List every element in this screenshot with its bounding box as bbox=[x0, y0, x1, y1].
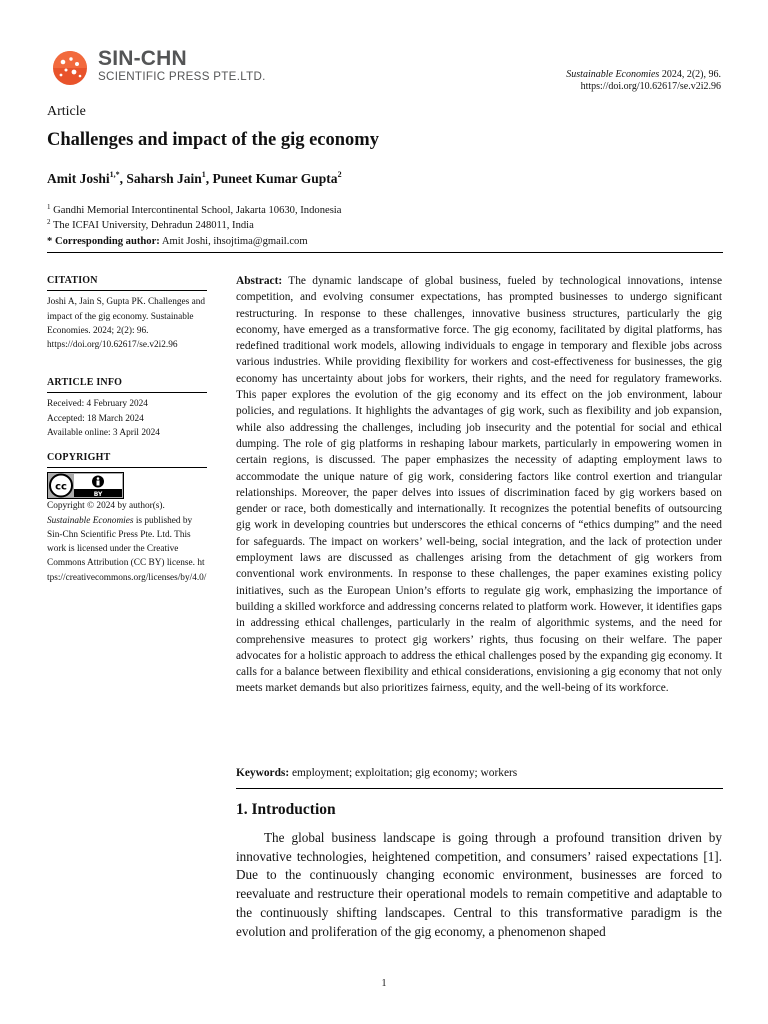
affiliation-text: The ICFAI University, Dehradun 248011, India bbox=[50, 220, 254, 231]
author-affiliation-mark: 1 bbox=[201, 170, 206, 179]
affiliation bbox=[47, 220, 254, 231]
license-url[interactable]: https://creativecommons.org/licenses/by/4.0/ bbox=[47, 558, 207, 583]
article-info-box bbox=[47, 376, 207, 440]
corresponding-author-label: * Corresponding author: bbox=[47, 236, 160, 247]
affiliation bbox=[47, 205, 341, 216]
introduction-paragraph: The global business landscape is going through a profound transition driven by innovative technologies, heightened competition, and consumers’ raised expectations [1]. Due to the continuously changing economic environment, businesses are forced to reevaluate and restructure their operational models to remain competitive and adaptable to the continuously shifting landscapes. Central to this transformative paradigm is the evolution and proliferation of the gig economy, a phenomenon shaped bbox=[236, 830, 722, 939]
journal-name: Sustainable Economies bbox=[566, 69, 660, 80]
citation-box bbox=[47, 274, 207, 352]
abstract bbox=[236, 273, 722, 697]
author-affiliation-mark: 1,* bbox=[109, 170, 120, 179]
copyright-license-text: is published by Sin-Chn Scientific Press Pte. Ltd. This work is licensed under the Creative Commons Attribution (CC BY) license. bbox=[47, 515, 195, 569]
author-name: Amit Joshi bbox=[47, 171, 110, 186]
copyright-statement bbox=[47, 499, 207, 585]
journal-issue: 2024, 2(2), 96. bbox=[659, 69, 721, 80]
keywords-text: employment; exploitation; gig economy; workers bbox=[289, 767, 518, 779]
abstract-divider bbox=[236, 788, 723, 789]
author-separator: , bbox=[119, 171, 127, 186]
corresponding-author-text: Amit Joshi, ihsojtima@gmail.com bbox=[159, 236, 308, 247]
copyright-heading: COPYRIGHT bbox=[47, 451, 207, 468]
publisher-logo-icon bbox=[50, 49, 90, 87]
section-heading-introduction: 1. Introduction bbox=[236, 801, 336, 818]
affiliation-text: Gandhi Memorial Intercontinental School, Jakarta 10630, Indonesia bbox=[50, 205, 342, 216]
svg-text:BY: BY bbox=[93, 491, 103, 499]
article-type: Article bbox=[47, 104, 86, 119]
author-name: Saharsh Jain bbox=[126, 171, 202, 186]
header-divider bbox=[47, 252, 723, 253]
keywords-label: Keywords: bbox=[236, 767, 290, 779]
page-number: 1 bbox=[381, 978, 387, 989]
author-separator: , bbox=[205, 171, 213, 186]
svg-text:cc: cc bbox=[55, 481, 67, 493]
publisher-logo bbox=[50, 47, 280, 87]
citation-text: Joshi A, Jain S, Gupta PK. Challenges and impact of the gig economy. Sustainable Economies. 2024; 2(2): 96. https://doi.org/10.62617/se.v2i2.96 bbox=[47, 297, 206, 351]
received-date: Received: 4 February 2024 bbox=[47, 399, 148, 410]
article-info-heading: ARTICLE INFO bbox=[47, 376, 207, 393]
author-name: Puneet Kumar Gupta bbox=[212, 171, 338, 186]
keywords bbox=[236, 767, 517, 779]
abstract-text: The dynamic landscape of global business, fueled by technological innovations, intense competition, and evolving consumer expectations, has prompted businesses to undergo significant restructuring. In response to these challenges, innovative business structures, particularly the gig economy, have emerged as a transformative force. The gig economy, facilitated by digital platforms, has redefined traditional work models, allowing individuals to engage in temporary and flexible jobs across various industries. While providing flexibility for workers and cost-effectiveness for businesses, the gig economy has uncertainty about jobs for workers, their rights, and the need for regulatory frameworks. This paper explores the evolution of the gig economy and its effect on the job environment, labour policies, and regulations. It highlights the advantages of gig work, such as flexibility and job expansion, while also addressing the challenges, including job insecurity and the potential for social and ethical dumping. The role of gig platforms in reshaping labour markets, particularly in empowering women in certain regions, is discussed. The paper emphasizes the necessity of adapting employment laws to accommodate the unique nature of gig work, considering factors like control exertion and triangular relationships. Moreover, the paper delves into issues of discrimination faced by gig workers based on gender or race, both domestically and internationally. It recognizes the potential benefits of outsourcing gig work in developing countries but underscores the ethical concerns of “ethics dumping” and the need for safeguards. The impact on workers’ well-being, social integration, and the lack of protection under employment laws are discussed as challenges arising from the detachment of gig workers from conventional work environments. In response to these challenges, the paper examines existing policy initiatives, such as the European Union’s efforts to regulate gig work, emphasizing the importance of building a skilled workforce and addressing concerns related to platform work. However, it identifies gaps in addressing ethical challenges, particularly in the realm of algorithmic systems, and the need for comprehensive measures to protect gig workers’ rights, thus focusing on their welfare. The paper advocates for a holistic approach to address the ethical challenges posed by the expanding gig economy. It calls for a balance between flexibility and ethical considerations, envisioning a gig economy that not only meets market demands but also prioritizes fairness, equity, and the well-being of its workforce. bbox=[236, 275, 722, 695]
publisher-name: SIN-CHN bbox=[98, 47, 187, 70]
journal-reference bbox=[566, 69, 721, 93]
author-list bbox=[47, 171, 342, 187]
corresponding-author bbox=[47, 236, 308, 247]
accepted-date: Accepted: 18 March 2024 bbox=[47, 413, 144, 424]
citation-heading: CITATION bbox=[47, 274, 207, 291]
copyright-box bbox=[47, 451, 207, 585]
author-affiliation-mark: 2 bbox=[337, 170, 342, 179]
publisher-subtitle: SCIENTIFIC PRESS PTE.LTD. bbox=[98, 70, 266, 83]
available-date: Available online: 3 April 2024 bbox=[47, 427, 160, 438]
affiliation-mark: 2 bbox=[47, 218, 51, 226]
article-title: Challenges and impact of the gig economy bbox=[47, 130, 379, 150]
journal-citation-line bbox=[566, 69, 721, 81]
cc-by-license-icon[interactable] bbox=[47, 472, 124, 499]
copyright-line: Copyright © 2024 by author(s). bbox=[47, 501, 165, 512]
affiliation-mark: 1 bbox=[47, 203, 51, 211]
journal-doi[interactable]: https://doi.org/10.62617/se.v2i2.96 bbox=[580, 81, 721, 92]
copyright-journal-name: Sustainable Economies bbox=[47, 515, 134, 526]
abstract-label: Abstract: bbox=[236, 275, 283, 287]
